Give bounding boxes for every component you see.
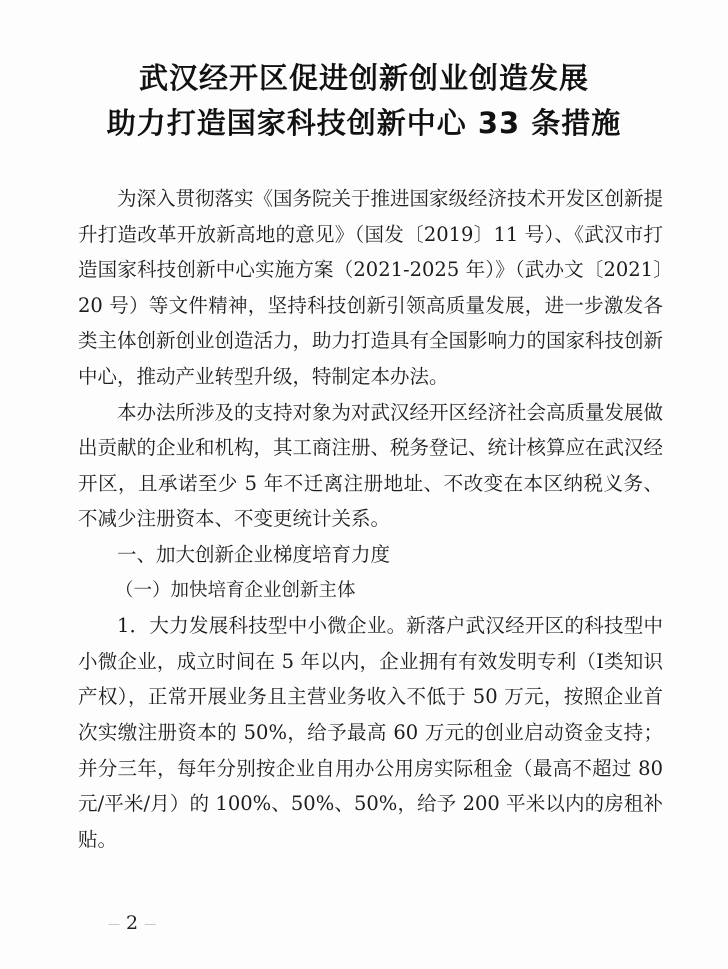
section-heading: 一、加大创新企业梯度培育力度 — [117, 542, 391, 566]
document-title-line-1: 武汉经开区促进创新创业创造发展 — [138, 61, 589, 95]
document-title-line-2: 助力打造国家科技创新中心 33 条措施 — [106, 106, 622, 140]
page-number — [108, 912, 156, 934]
page-number-dash-right: — — [144, 917, 157, 931]
scope-paragraph: 本办法所涉及的支持对象为对武汉经开区经济社会高质量发展做出贡献的企业和机构，其工商注册、税务登记、统计核算应在武汉经开区，且承诺至少 5 年不迁离注册地址、不改变在本区纳税义务、不减少注册资本、不变更统计关系。 — [78, 400, 664, 531]
page-number-value: 2 — [126, 912, 139, 934]
document-body — [78, 181, 663, 857]
page-number-dash-left: — — [108, 917, 120, 931]
subsection-heading: （一）加快培育企业创新主体 — [115, 579, 356, 601]
item-paragraph: 1．大力发展科技型中小微企业。新落户武汉经开区的科技型中小微企业，成立时间在 5 年以内，企业拥有有效发明专利（Ⅰ类知识产权），正常开展业务且主营业务收入不低于 50 万元，按照企业首次实缴注册资本的 50%，给予最高 60 万元的创业启动资金支持；并分三年，每年分别按企业自用办公用房实际租金（最高不超过 80 元/平米/月）的 100%、50%、50%，给予 200 平米以内的房租补贴。 — [78, 614, 663, 851]
intro-paragraph: 为深入贯彻落实《国务院关于推进国家级经济技术开发区创新提升打造改革开放新高地的意见》（国发〔2019〕11 号）、《武汉市打造国家科技创新中心实施方案（2021-2025 年）》（武办文〔2021〕20 号）等文件精神，坚持科技创新引领高质量发展，进一步激发各类主体创新创业创造活力，助力打造具有全国影响力的国家科技创新中心，推动产业转型升级，特制定本办法。 — [78, 187, 664, 388]
